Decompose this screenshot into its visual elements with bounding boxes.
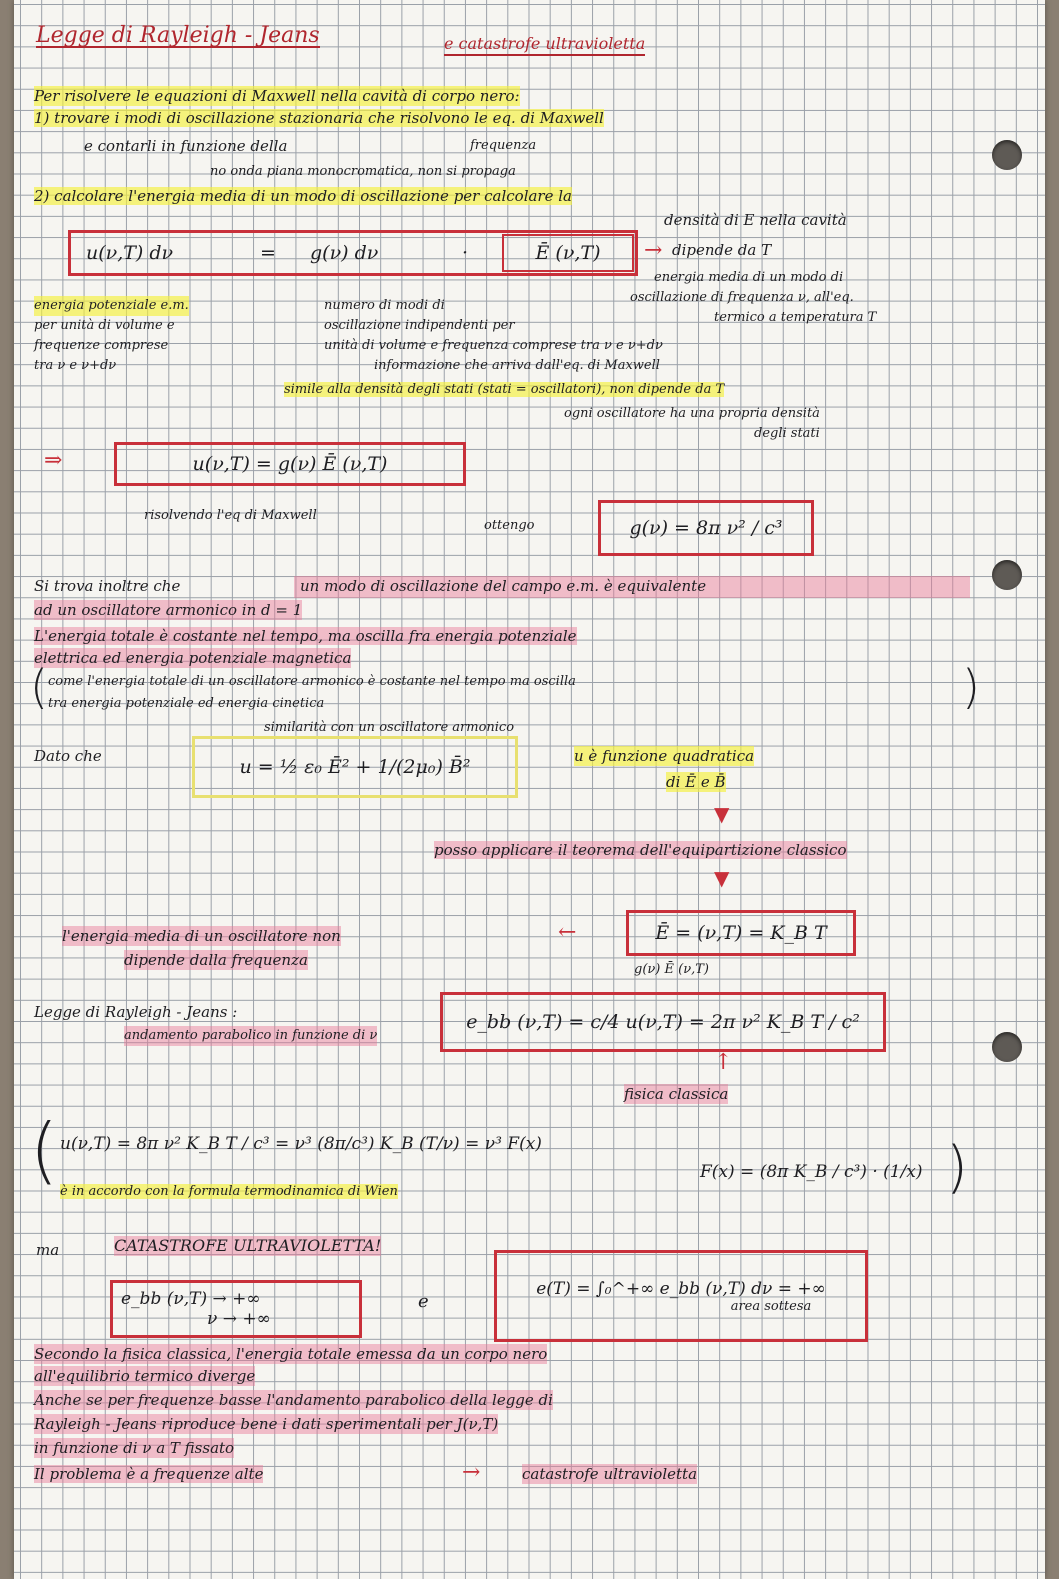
- arrow-left-icon: ←: [558, 920, 577, 945]
- eq1-u: u(ν,T) dν: [86, 242, 174, 264]
- step-1c: no onda piana monocromatica, non si propaga: [210, 164, 516, 179]
- arrow-down-icon: ▼: [714, 802, 730, 826]
- right-paren: ): [946, 1135, 968, 1200]
- equip-formula: Ē = (ν,T) = K_B T: [655, 922, 827, 944]
- conclusion-2: all'equilibrio termico diverge: [34, 1367, 256, 1385]
- osc-line-4: elettrica ed energia potenziale magnetica: [34, 649, 352, 667]
- step-1: [34, 108, 604, 128]
- arrow-right-icon: →: [644, 238, 663, 263]
- eq3-formula: u = ½ ε₀ Ē² + 1/(2μ₀) B̄²: [239, 756, 471, 778]
- eq1-energy-note-3: termico a temperatura T: [714, 310, 877, 325]
- left-note-4: tra ν e ν+dν: [34, 358, 117, 373]
- osc-line-3-text: L'energia totale è costante nel tempo, ma oscilla fra energia potenziale: [34, 627, 577, 645]
- mid-note-7: degli stati: [754, 426, 820, 441]
- intro-line: Per risolvere le equazioni di Maxwell nella cavità di corpo nero:: [34, 87, 520, 105]
- catastrophe-box-2-note: area sottesa: [730, 1298, 812, 1314]
- mid-note-2: oscillazione indipendenti per: [324, 318, 515, 333]
- osc-line-6: tra energia potenziale ed energia cinetica: [48, 696, 325, 711]
- catastrophe-box-2: [494, 1250, 868, 1342]
- eq1-equals: =: [260, 242, 276, 264]
- page-subtitle: e catastrofe ultravioletta: [444, 34, 645, 56]
- eq2-formula: u(ν,T) = g(ν) Ē (ν,T): [192, 453, 388, 475]
- catastrophe-box-2-formula: e(T) = ∫₀^+∞ e_bb (ν,T) dν = +∞: [536, 1278, 826, 1299]
- catastrophe-box-1-a: e_bb (ν,T) → +∞: [121, 1289, 261, 1309]
- eq1-energy-note-1: energia media di un modo di: [654, 270, 844, 285]
- eq1-E: Ē (ν,T): [535, 242, 601, 264]
- rj-formula: e_bb (ν,T) = c/4 u(ν,T) = 2π ν² K_B T / c²: [466, 1011, 860, 1033]
- osc-line-1b: un modo di oscillazione del campo e.m. è equivalente: [300, 577, 707, 595]
- mid-note-3: unità di volume e frequenza comprese tra ν e ν+dν: [324, 338, 663, 353]
- right-paren: ): [962, 660, 980, 714]
- eq2-note-2: ottengo: [484, 518, 535, 533]
- binder-hole: [992, 140, 1022, 170]
- eq3-prefix: Dato che: [34, 747, 102, 765]
- catastrophe-box-1: [110, 1280, 362, 1338]
- catastrophe-ma: ma: [36, 1241, 60, 1259]
- eq3-note-3-text: posso applicare il teorema dell'equipartizione classico: [434, 841, 847, 859]
- arrow-up-icon: ↑: [714, 1050, 733, 1075]
- rj-box: [440, 992, 886, 1052]
- eq1-E-box: [502, 234, 634, 272]
- conclusion-3: Anche se per frequenze basse l'andamento parabolico della legge di: [34, 1391, 553, 1409]
- catastrophe-label: CATASTROFE ULTRAVIOLETTA!: [114, 1236, 382, 1255]
- mid-note-5: [284, 380, 724, 400]
- catastrophe-box-1-b: ν → +∞: [207, 1309, 271, 1329]
- left-note-1: energia potenziale e.m.: [34, 296, 189, 316]
- osc-line-3: [34, 626, 577, 646]
- arrow-right-icon: →: [462, 1460, 481, 1485]
- conclusion-6: [34, 1464, 263, 1484]
- binder-hole: [992, 1032, 1022, 1062]
- step-1-text: 1) trovare i modi di oscillazione stazionaria che risolvono le eq. di Maxwell: [34, 109, 604, 127]
- step-2-text: 2) calcolare l'energia media di un modo di oscillazione per calcolare la: [34, 187, 572, 205]
- wien-note-text: è in accordo con la formula termodinamica di Wien: [60, 1184, 398, 1199]
- wien-note: [60, 1182, 398, 1202]
- left-note-2: per unità di volume e: [34, 318, 175, 333]
- eq3-box: [192, 736, 518, 798]
- mid-note-4: informazione che arriva dall'eq. di Maxwell: [374, 358, 660, 373]
- rj-note: andamento parabolico in funzione di ν: [124, 1026, 377, 1046]
- page-title: Legge di Rayleigh - Jeans: [36, 23, 320, 48]
- binder-hole: [992, 560, 1022, 590]
- mid-note-6: ogni oscillatore ha una propria densità: [564, 406, 820, 421]
- osc-line-2: ad un oscillatore armonico in d = 1: [34, 601, 303, 619]
- g-formula: g(ν) = 8π ν² / c³: [629, 517, 783, 539]
- equip-left-2: dipende dalla frequenza: [124, 951, 308, 969]
- step-2b: densità di E nella cavità: [664, 211, 847, 229]
- wien-formula: u(ν,T) = 8π ν² K_B T / c³ = ν³ (8π/c³) K_B (T/ν) = ν³ F(x): [60, 1134, 542, 1154]
- notebook-page: [14, 0, 1045, 1579]
- conclusion-6-text: Il problema è a frequenze alte: [34, 1465, 264, 1483]
- g-formula-box: [598, 500, 814, 556]
- eq1-depends: dipende da T: [672, 241, 772, 259]
- rj-classic: fisica classica: [624, 1085, 729, 1103]
- conclusion-4: Rayleigh - Jeans riproduce bene i dati sperimentali per J(ν,T): [34, 1415, 499, 1433]
- conclusion-1: Secondo la fisica classica, l'energia totale emessa da un corpo nero: [34, 1345, 548, 1363]
- wien-F: F(x) = (8π K_B / c³) · (1/x): [700, 1162, 923, 1182]
- left-paren: (: [30, 660, 48, 714]
- eq2-note: risolvendo l'eq di Maxwell: [144, 508, 317, 523]
- implies-arrow-icon: ⇒: [44, 448, 63, 473]
- eq1-dot: ·: [462, 242, 469, 264]
- osc-line-5: come l'energia totale di un oscillatore armonico è costante nel tempo ma oscilla: [48, 674, 576, 689]
- eq2-box: [114, 442, 466, 486]
- left-paren: (: [30, 1108, 59, 1192]
- eq3-note-1: u è funzione quadratica: [574, 747, 755, 765]
- step-2: [34, 186, 572, 206]
- catastrophe-and: e: [418, 1291, 429, 1312]
- osc-line-7: similarità con un oscillatore armonico: [264, 720, 515, 735]
- mid-note-1: numero di modi di: [324, 298, 445, 313]
- step-1b-note: frequenza: [470, 138, 537, 153]
- rj-label: Legge di Rayleigh - Jeans :: [34, 1003, 238, 1021]
- arrow-down-icon: ▼: [714, 866, 730, 890]
- equip-box: [626, 910, 856, 956]
- step-1b: e contarli in funzione della: [84, 137, 288, 155]
- conclusion-5: in funzione di ν a T fissato: [34, 1439, 235, 1457]
- eq3-note-2: di Ē e B̄: [666, 773, 726, 791]
- mid-note-5-text: simile alla densità degli stati (stati = oscillatori), non dipende da T: [284, 382, 725, 397]
- eq1-g: g(ν) dν: [310, 242, 379, 264]
- left-note-3: frequenze comprese: [34, 338, 169, 353]
- osc-line-1: Si trova inoltre che: [34, 577, 181, 595]
- equip-under: g(ν) Ē (ν,T): [634, 962, 709, 977]
- eq1-energy-note-2: oscillazione di frequenza ν, all'eq.: [630, 290, 854, 305]
- conclusion-6b: catastrofe ultravioletta: [522, 1465, 698, 1483]
- equip-left-1: l'energia media di un oscillatore non: [62, 927, 341, 945]
- eq3-note-3: [434, 840, 847, 860]
